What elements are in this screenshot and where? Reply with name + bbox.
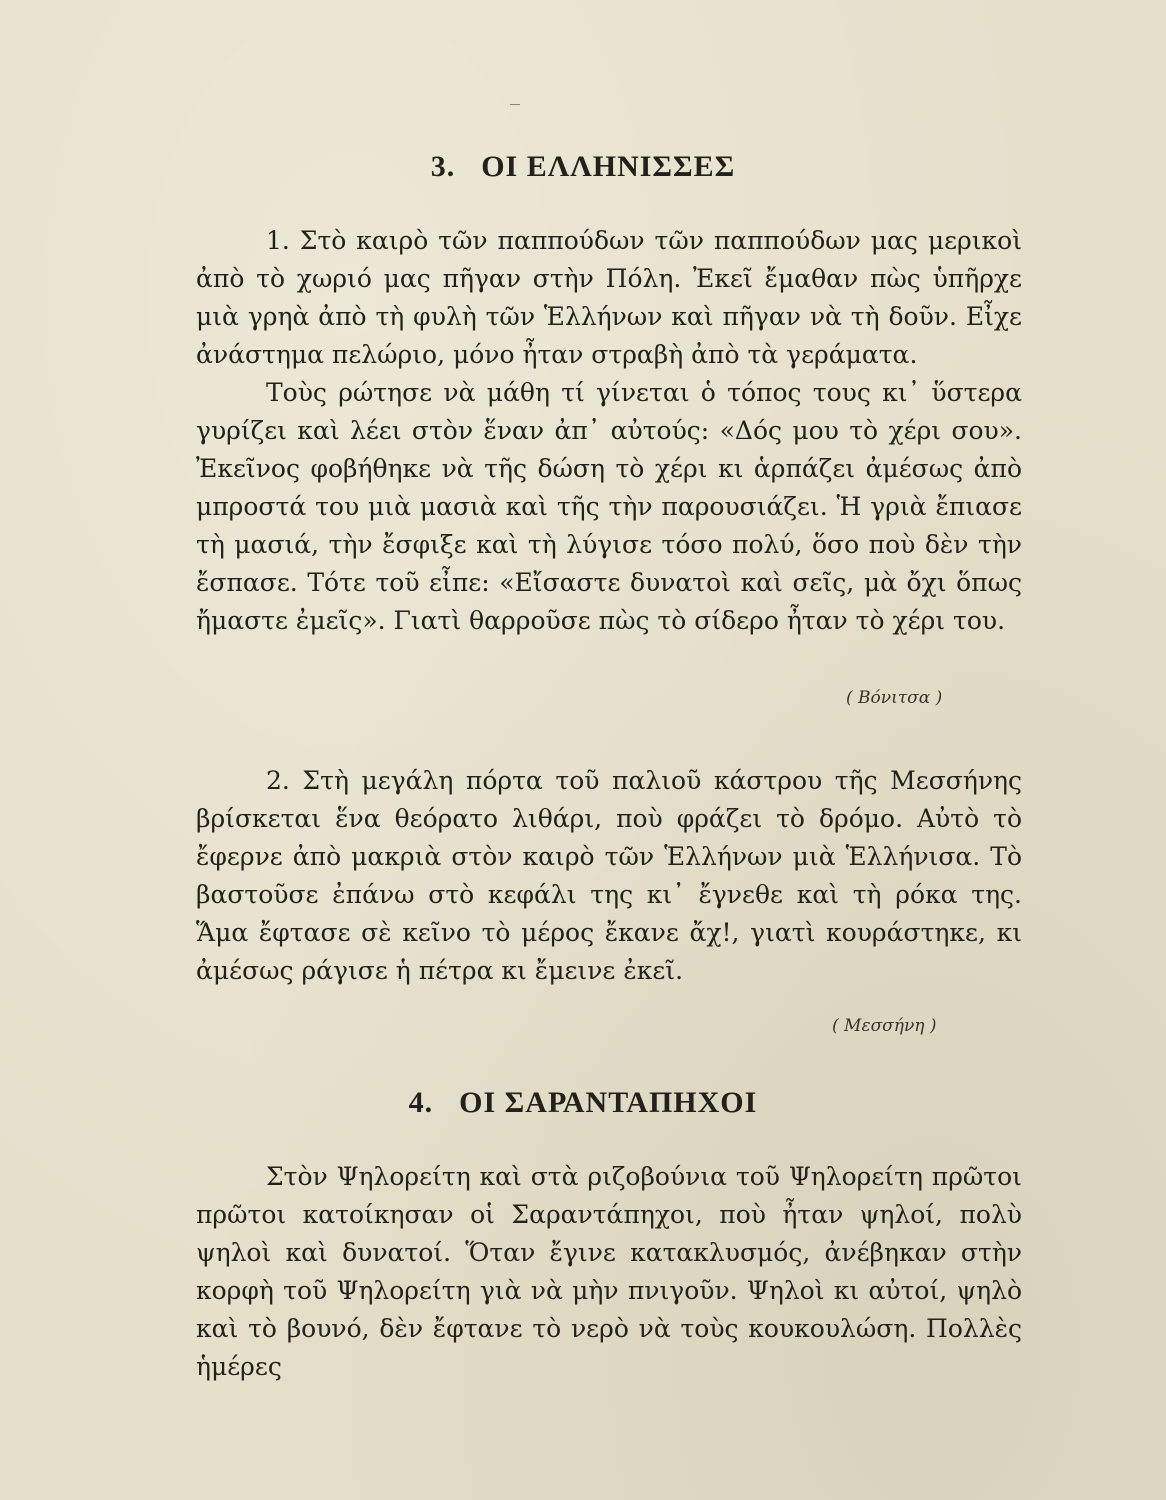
story-1-source: ( Βόνιτσα ) — [846, 688, 943, 708]
section-3-title: ΟΙ ΕΛΛΗΝΙΣΣΕΣ — [481, 150, 736, 183]
story-1-paragraph-1: 1. Στὸ καιρὸ τῶν παππούδων τῶν παππούδων μας μερικοὶ ἀπὸ τὸ χωριό μας πῆγαν στὴν Πόλη. Ἐκεῖ ἔμαθαν πὼς ὑπῆρχε μιὰ γρηὰ ἀπὸ τὴ φυλὴ τῶν Ἑλλήνων καὶ πῆγαν νὰ τὴ δοῦν. Εἶχε ἀνάστημα πελώριο, μόνο ἦταν στραβὴ ἀπὸ τὰ γεράματα. — [196, 226, 1022, 369]
section-4-paragraph: Στὸν Ψηλορείτη καὶ στὰ ριζοβούνια τοῦ Ψηλορείτη πρῶτοι πρῶτοι κατοίκησαν οἱ Σαραντάπηχοι, ποὺ ἦταν ψηλοί, πολὺ ψηλοὶ καὶ δυνατοί. Ὅταν ἔγινε κατακλυσμός, ἀνέβηκαν στὴν κορφὴ τοῦ Ψηλορείτη γιὰ νὰ μὴν πνιγοῦν. Ψηλοὶ κι αὐτοί, ψηλὸ καὶ τὸ βουνό, δὲν ἔφτανε τὸ νερὸ νὰ τοὺς κουκουλώση. Πολλὲς ἡμέρες — [196, 1162, 1022, 1381]
page-mark: ‾ — [510, 100, 520, 124]
section-3-number: 3. — [430, 150, 456, 183]
story-2-paragraph: 2. Στὴ μεγάλη πόρτα τοῦ παλιοῦ κάστρου τῆς Μεσσήνης βρίσκεται ἕνα θεόρατο λιθάρι, ποὺ φράζει τὸ δρόμο. Αὐτὸ τὸ ἔφερνε ἀπὸ μακριὰ στὸν καιρὸ τῶν Ἑλλήνων μιὰ Ἑλλήνισα. Τὸ βαστοῦσε ἐπάνω στὸ κεφάλι της κι᾿ ἔγνεθε καὶ τὴ ρόκα της. Ἅμα ἔφτασε σὲ κεῖνο τὸ μέρος ἔκανε ἄχ!, γιατὶ κουράστηκε, κι ἀμέσως ράγισε ἡ πέτρα κι ἔμεινε ἐκεῖ. — [196, 766, 1022, 985]
section-3-heading — [0, 150, 1166, 184]
story-1-paragraph-2: Τοὺς ρώτησε νὰ μάθη τί γίνεται ὁ τόπος τους κι᾿ ὕστερα γυρίζει καὶ λέει στὸν ἕναν ἀπ᾿ αὐτούς: «Δός μου τὸ χέρι σου». Ἐκεῖνος φοβήθηκε νὰ τῆς δώση τὸ χέρι κι ἁρπάζει ἀμέσως ἀπὸ μπροστά του μιὰ μασιὰ καὶ τῆς τὴν παρουσιάζει. Ἡ γριὰ ἔπιασε τὴ μασιά, τὴν ἔσφιξε καὶ τὴ λύγισε τόσο πολύ, ὅσο ποὺ δὲν τὴν ἔσπασε. Τότε τοῦ εἶπε: «Εἴσαστε δυνατοὶ καὶ σεῖς, μὰ ὄχι ὅπως ἤμαστε ἐμεῖς». Γιατὶ θαρροῦσε πὼς τὸ σίδερο ἦταν τὸ χέρι του. — [196, 378, 1022, 635]
section-4-number: 4. — [408, 1086, 434, 1119]
section-4-title: ΟΙ ΣΑΡΑΝΤΑΠΗΧΟΙ — [459, 1086, 758, 1119]
section-4-heading — [0, 1086, 1166, 1120]
story-2-source: ( Μεσσήνη ) — [832, 1016, 937, 1036]
